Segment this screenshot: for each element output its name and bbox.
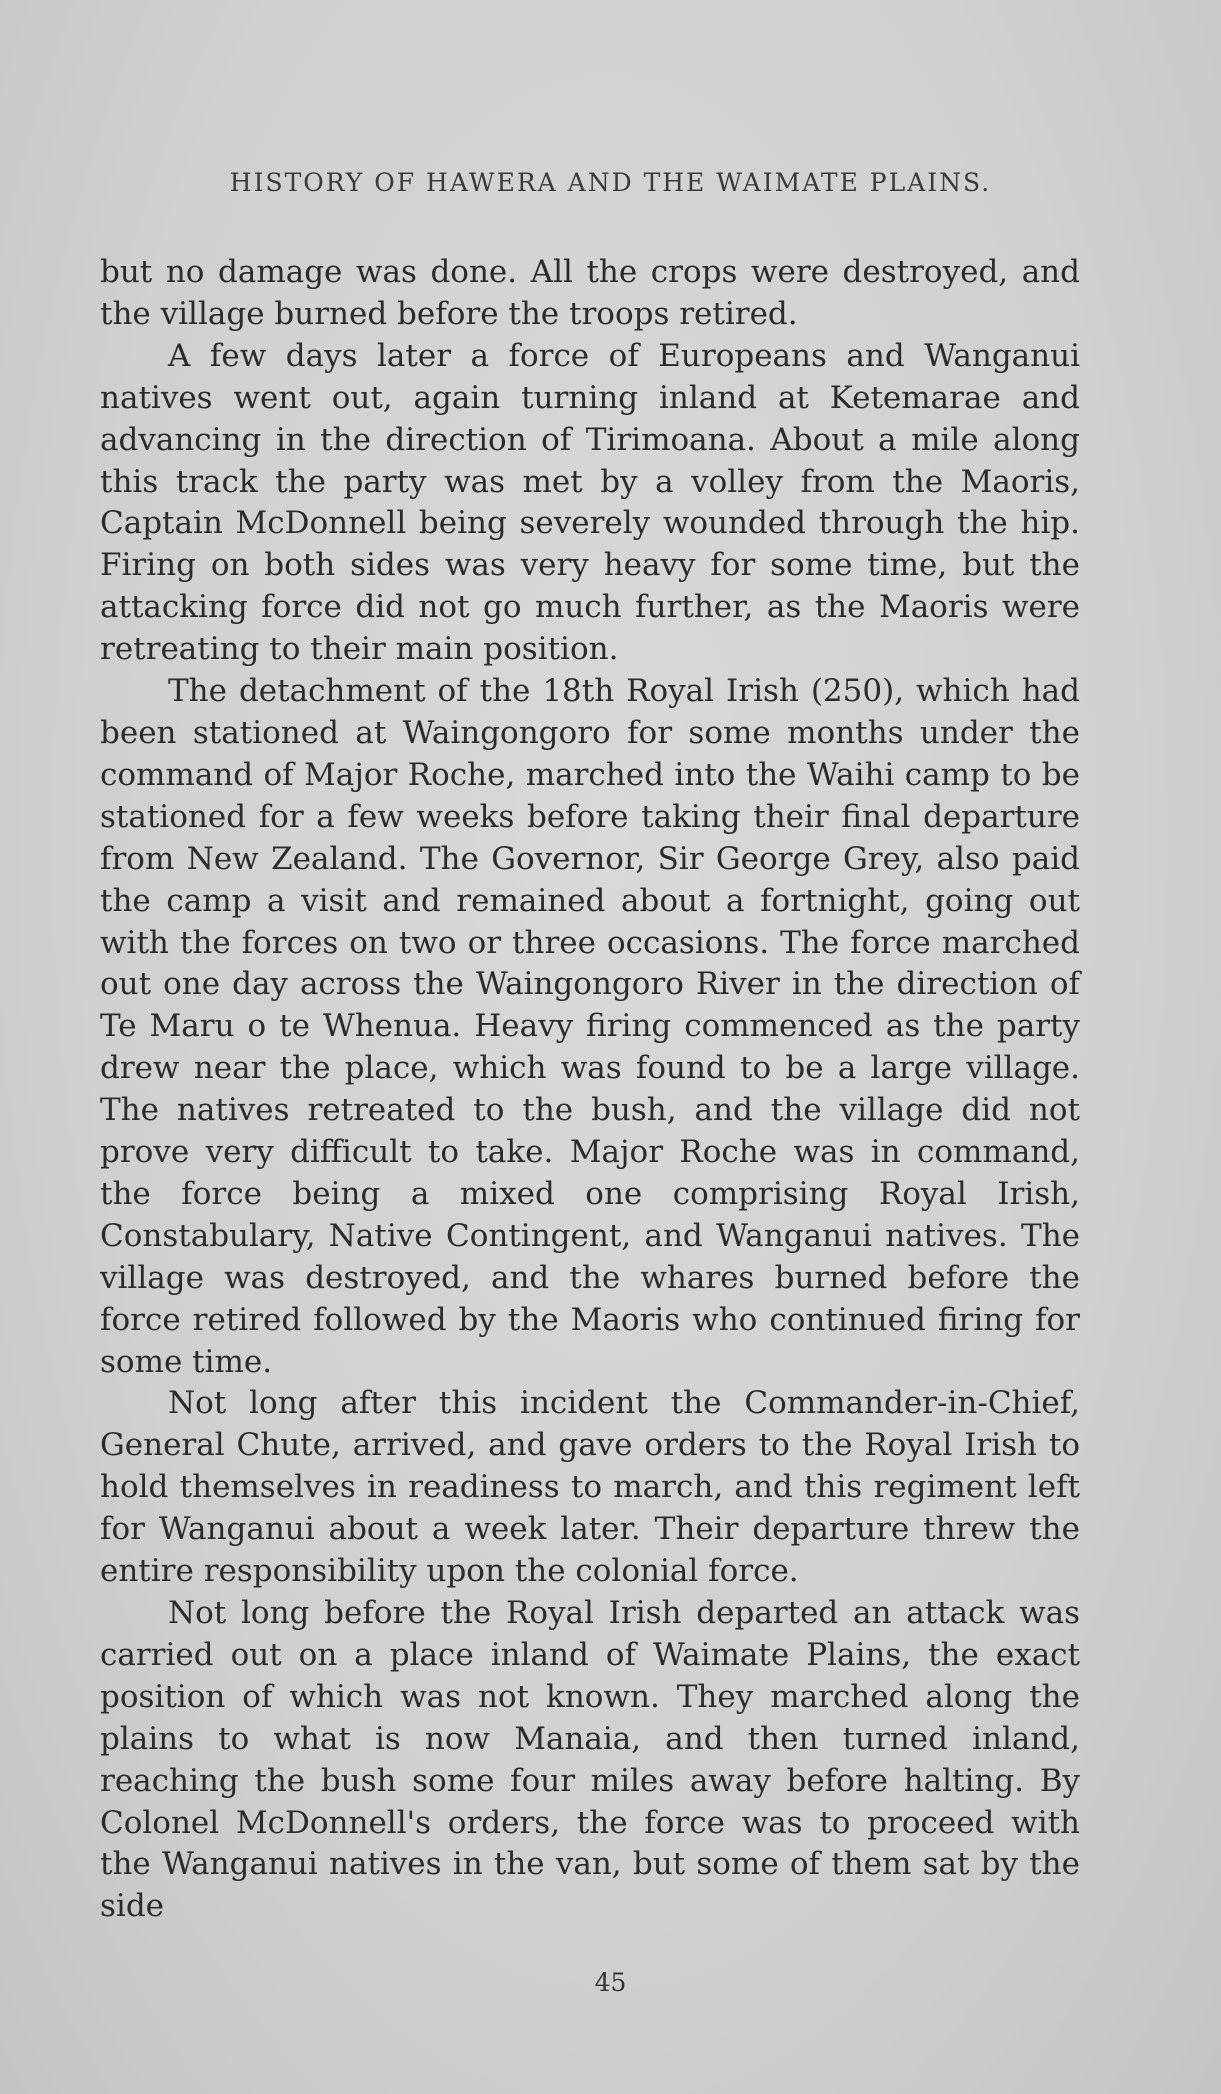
paragraph: A few days later a force of Europeans and Wanganui natives went out, again turning inland at Ketemarae and advancing in the direction of Tirimoana. About a mile along this track the party was met by a volley from the Maoris, Captain McDonnell being severely wounded through the hip. Firing on both sides was very heavy for some time, but the attacking force did not go much further, as the Maoris were retreating to their main position. bbox=[100, 337, 1080, 668]
paragraph: The detachment of the 18th Royal Irish (250), which had been stationed at Waingongoro for some months under the command of Major Roche, marched into the Waihi camp to be stationed for a few weeks before taking their final departure from New Zealand. The Governor, Sir George Grey, also paid the camp a visit and remained about a fortnight, going out with the forces on two or three occasions. The force marched out one day across the Waingongoro River in the direction of Te Maru o te Whenua. Heavy firing commenced as the party drew near the place, which was found to be a large village. The natives retreated to the bush, and the village did not prove very difficult to take. Major Roche was in command, the force being a mixed one comprising Royal Irish, Constabulary, Native Contingent, and Wanganui natives. The village was destroyed, and the whares burned before the force retired followed by the Maoris who continued firing for some time. bbox=[100, 673, 1080, 1380]
paragraph: Not long after this incident the Commander-in-Chief, General Chute, arrived, and gave orders to the Royal Irish to hold themselves in readiness to march, and this regiment left for Wanganui about a week later. Their departure threw the entire responsibility upon the colonial force. bbox=[100, 1385, 1080, 1590]
page-number: 45 bbox=[594, 1968, 627, 1997]
paragraph: but no damage was done. All the crops were destroyed, and the village burned before the troops retired. bbox=[100, 254, 1080, 332]
running-head: HISTORY OF HAWERA AND THE WAIMATE PLAINS. bbox=[229, 168, 992, 197]
body-text bbox=[100, 252, 1080, 1928]
paragraph: Not long before the Royal Irish departed an attack was carried out on a place inland of Waimate Plains, the exact position of which was not known. They marched along the plains to what is now Manaia, and then turned inland, reaching the bush some four miles away before halting. By Colonel McDonnell's orders, the force was to proceed with the Wanganui natives in the van, but some of them sat by the side bbox=[100, 1595, 1080, 1925]
